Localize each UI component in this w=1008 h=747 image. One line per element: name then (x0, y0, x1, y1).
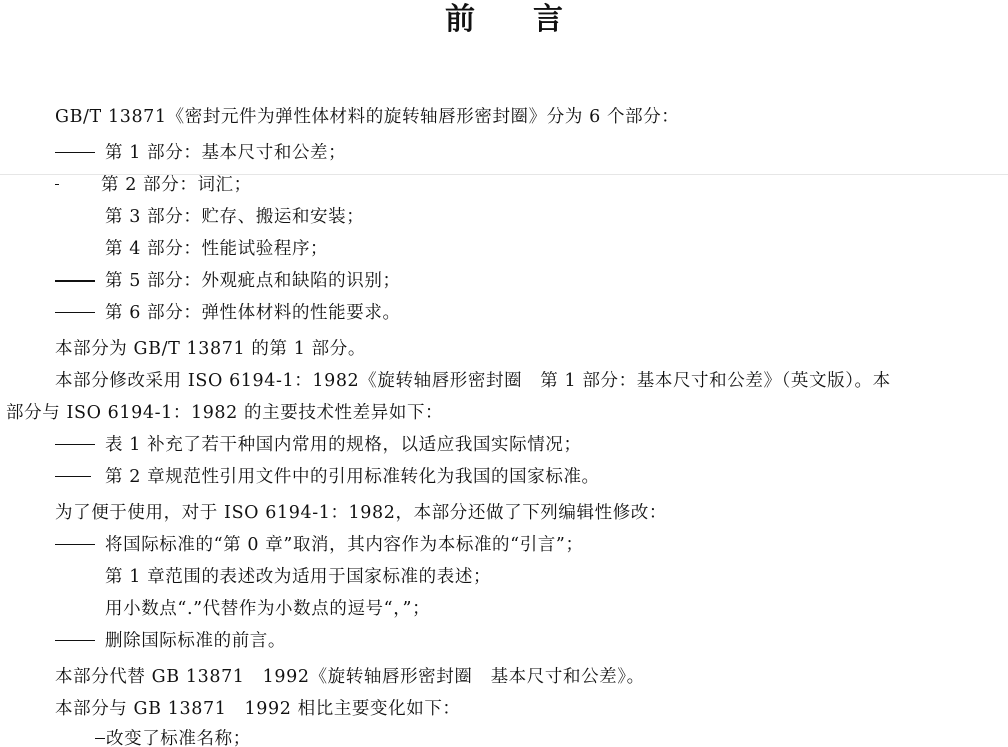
list-item-part-3: 第 3 部分：贮存、搬运和安装； (105, 207, 365, 227)
paragraph-editorial: 为了便于使用，对于 ISO 6194-1：1982，本部分还做了下列编辑性修改： (55, 503, 667, 523)
paragraph-this-part: 本部分为 GB/T 13871 的第 1 部分。 (55, 339, 366, 359)
list-item-part-4: 第 4 部分：性能试验程序； (105, 239, 329, 259)
list-item-difference-2: 第 2 章规范性引用文件中的引用标准转化为我国的国家标准。 (55, 463, 600, 491)
list-item-part-6: 第 6 部分：弹性体材料的性能要求。 (55, 299, 401, 327)
paragraph-parts-intro: GB/T 13871《密封元件为弹性体材料的旋转轴唇形密封圈》分为 6 个部分： (55, 107, 680, 127)
list-item-difference-1: 表 1 补充了若干种国内常用的规格，以适应我国实际情况； (55, 431, 582, 459)
paragraph-replaces: 本部分代替 GB 13871 1992《旋转轴唇形密封圈 基本尺寸和公差》。 (55, 667, 645, 687)
list-item-editorial-4: 删除国际标准的前言。 (55, 627, 286, 655)
paragraph-changes: 本部分与 GB 13871 1992 相比主要变化如下： (55, 699, 461, 719)
page-title: 前言 (445, 2, 621, 37)
list-item-editorial-1: 将国际标准的“第 0 章”取消，其内容作为本标准的“引言”； (55, 531, 584, 559)
list-item-editorial-2: 第 1 章范围的表述改为适用于国家标准的表述； (105, 567, 492, 587)
paragraph-modification-cont: 部分与 ISO 6194-1：1982 的主要技术性差异如下： (6, 403, 444, 423)
list-item-change-1: 改变了标准名称； (95, 725, 251, 747)
list-item-editorial-3: 用小数点“.”代替作为小数点的逗号“，”； (105, 599, 431, 619)
list-item-part-2: 第 2 部分：词汇； (55, 171, 252, 199)
paragraph-modification: 本部分修改采用 ISO 6194-1：1982《旋转轴唇形密封圈 第 1 部分：基本尺寸和公差》（英文版）。本 (55, 371, 891, 391)
list-item-part-1: 第 1 部分：基本尺寸和公差； (55, 139, 346, 167)
list-item-part-5: 第 5 部分：外观疵点和缺陷的识别； (55, 267, 401, 295)
